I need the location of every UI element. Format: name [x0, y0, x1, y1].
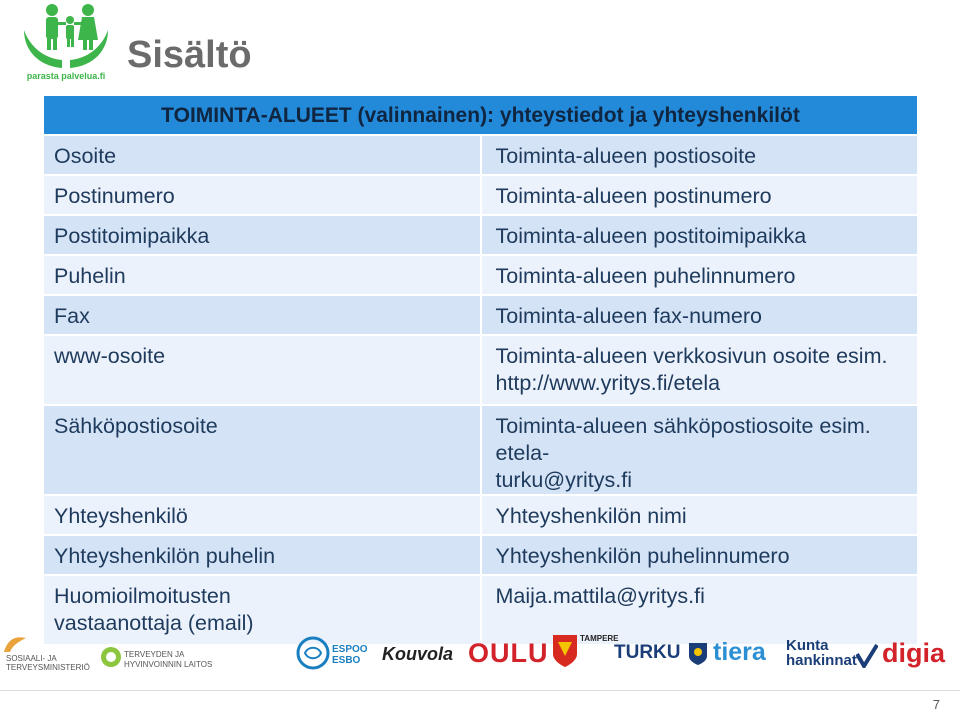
- row-value: Toiminta-alueen postitoimipaikka: [481, 215, 918, 255]
- oulu-logo: OULU: [468, 638, 549, 668]
- espoo-logo-text: ESPOO: [332, 644, 368, 655]
- kouvola-logo: Kouvola: [382, 644, 454, 664]
- footer-divider: [0, 690, 960, 691]
- turku-logo: [614, 642, 708, 666]
- row-label: www-osoite: [44, 335, 481, 405]
- table-row: [44, 255, 917, 295]
- row-value: Toiminta-alueen fax-numero: [481, 295, 918, 335]
- stm-logo: [2, 634, 90, 672]
- stm-emblem-icon: [2, 634, 28, 654]
- kuntahankinnat-logo: [786, 638, 857, 668]
- partner-logos-bar: [0, 630, 960, 678]
- row-label-line: vastaanottaja (email): [54, 611, 254, 635]
- row-label: Puhelin: [44, 255, 481, 295]
- table-row: [44, 495, 917, 535]
- turku-crest-icon: [688, 642, 708, 666]
- row-label: Postitoimipaikka: [44, 215, 481, 255]
- row-label: Sähköpostiosoite: [44, 405, 481, 495]
- parasta-palvelua-logo: [22, 2, 110, 82]
- espoo-emblem-icon: [296, 636, 330, 670]
- stm-logo-text: SOSIAALI- JA: [6, 654, 57, 663]
- table-header-row: [44, 96, 917, 135]
- row-value: Toiminta-alueen postinumero: [481, 175, 918, 215]
- row-label-line: Huomioilmoitusten: [54, 584, 231, 608]
- table-row: [44, 535, 917, 575]
- row-value-line: Toiminta-alueen sähköpostiosoite esim. etela-: [495, 414, 871, 465]
- kuntahankinnat-logo-text: Kunta: [786, 637, 829, 654]
- digia-logo: digia: [882, 638, 946, 668]
- tampere-shield-icon: [552, 634, 578, 668]
- thl-emblem-icon: [100, 646, 122, 668]
- row-value: Toiminta-alueen puhelinnumero: [481, 255, 918, 295]
- row-value: Yhteyshenkilön puhelinnumero: [481, 535, 918, 575]
- tampere-logo-text: TAMPERE: [580, 634, 619, 643]
- kuntahankinnat-logo-text: hankinnat: [786, 652, 857, 669]
- row-label: Postinumero: [44, 175, 481, 215]
- row-label: Yhteyshenkilö: [44, 495, 481, 535]
- table-row: [44, 405, 917, 495]
- row-value-line: turku@yritys.fi: [495, 468, 633, 492]
- espoo-logo-text: ESBO: [332, 655, 361, 666]
- contact-info-table: [44, 96, 917, 646]
- table-row: [44, 335, 917, 405]
- tampere-logo: [552, 634, 619, 673]
- page-number: 7: [932, 697, 940, 712]
- row-value: [481, 335, 918, 405]
- table-row: [44, 135, 917, 175]
- table-header: TOIMINTA-ALUEET (valinnainen): yhteystiedot ja yhteyshenkilöt: [44, 96, 917, 135]
- table-row: [44, 295, 917, 335]
- row-label: Osoite: [44, 135, 481, 175]
- row-value: Yhteyshenkilön nimi: [481, 495, 918, 535]
- thl-logo-text: HYVINVOINNIN LAITOS: [124, 660, 213, 669]
- page-title: Sisältö: [127, 34, 252, 76]
- row-value-line: Toiminta-alueen verkkosivun osoite esim.: [495, 344, 888, 368]
- table-row: [44, 215, 917, 255]
- table-row: [44, 175, 917, 215]
- stm-logo-text: TERVEYSMINISTERIÖ: [6, 663, 90, 672]
- thl-logo-text: TERVEYDEN JA: [124, 650, 185, 659]
- row-label: Fax: [44, 295, 481, 335]
- row-value: Toiminta-alueen postiosoite: [481, 135, 918, 175]
- checkmark-icon: [856, 644, 878, 668]
- row-label: Yhteyshenkilön puhelin: [44, 535, 481, 575]
- turku-logo-text: TURKU: [614, 642, 681, 664]
- row-value: Maija.mattila@yritys.fi: [481, 575, 918, 645]
- logo-caption: parasta palvelua.fi: [26, 71, 106, 81]
- tiera-logo: tiera: [713, 638, 766, 666]
- row-value: [481, 405, 918, 495]
- family-hands-icon: [22, 2, 110, 82]
- row-value-line: http://www.yritys.fi/etela: [495, 371, 721, 395]
